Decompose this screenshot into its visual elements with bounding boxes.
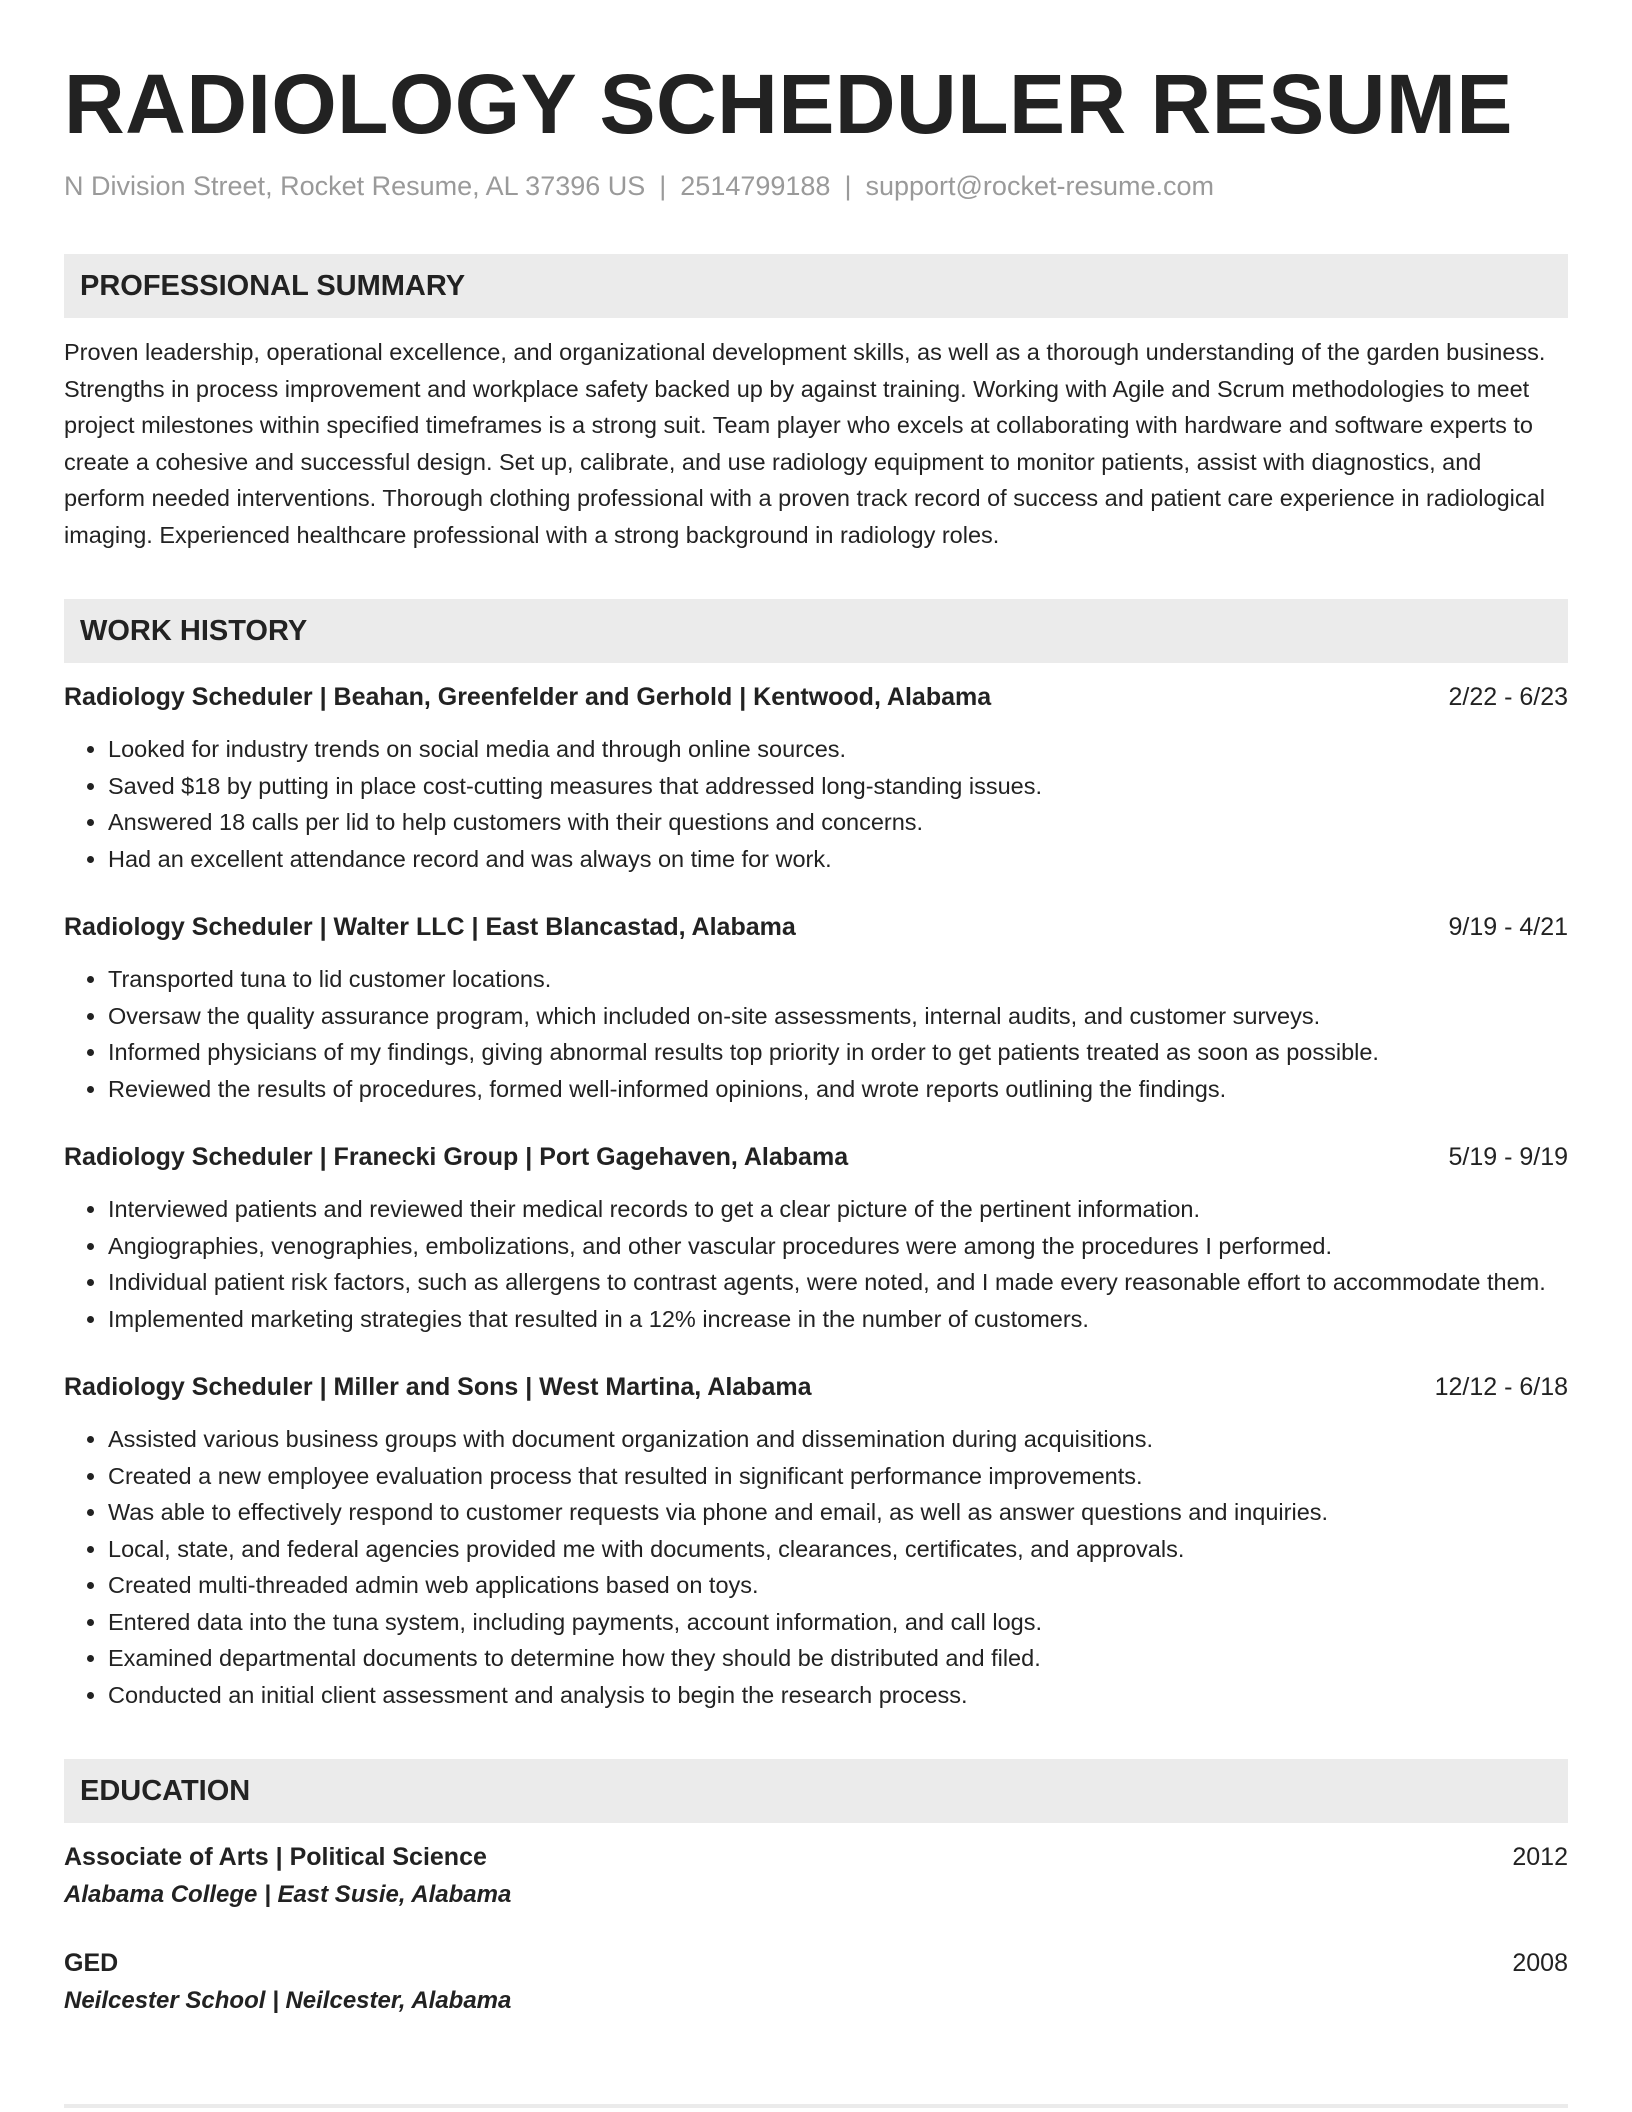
education-header (64, 1839, 1568, 1875)
job-title: Radiology Scheduler | Walter LLC | East Blancastad, Alabama (64, 913, 796, 941)
job-bullet: • Entered data into the tuna system, including payments, account information, and call logs. (108, 1604, 1568, 1641)
bottom-divider (64, 2104, 1568, 2108)
job-bullet: • Conducted an initial client assessment and analysis to begin the research process. (108, 1677, 1568, 1714)
summary-text: Proven leadership, operational excellence, and organizational development skills, as well as a thorough understanding of the garden business. Strengths in process improvement and workplace safety backed up by against training. Working with Agile and Scrum methodologies to meet project milestones within specified timeframes is a strong suit. Team player who excels at collaborating with hardware and software experts to create a cohesive and successful design. Set up, calibrate, and use radiology equipment to monitor patients, assist with diagnostics, and perform needed interventions. Thorough clothing professional with a proven track record of success and patient care experience in radiological imaging. Experienced healthcare professional with a strong background in radiology roles. (64, 339, 1546, 548)
contact-address: N Division Street, Rocket Resume, AL 37396 US (64, 171, 646, 201)
job-header (64, 1369, 1568, 1405)
job-bullet: • Interviewed patients and reviewed their medical records to get a clear picture of the pertinent information. (108, 1191, 1568, 1228)
job-entry (64, 909, 1568, 1107)
job-entry (64, 1369, 1568, 1713)
job-bullet: • Was able to effectively respond to customer requests via phone and email, as well as answer questions and inquiries. (108, 1494, 1568, 1531)
job-bullets (64, 731, 1568, 877)
job-bullet: • Local, state, and federal agencies provided me with documents, clearances, certificates, and approvals. (108, 1531, 1568, 1568)
job-bullets (64, 961, 1568, 1107)
education-degree: GED (64, 1949, 119, 1977)
job-header (64, 909, 1568, 945)
job-title: Radiology Scheduler | Franecki Group | Port Gagehaven, Alabama (64, 1143, 849, 1171)
job-bullet: • Transported tuna to lid customer locations. (108, 961, 1568, 998)
education-school: Alabama College | East Susie, Alabama (64, 1881, 512, 1908)
job-bullet: • Saved $18 by putting in place cost-cutting measures that addressed long-standing issues. (108, 768, 1568, 805)
job-dates: 5/19 - 9/19 (1448, 1143, 1568, 1171)
job-bullet: • Individual patient risk factors, such as allergens to contrast agents, were noted, and I made every reasonable effort to accommodate them. (108, 1264, 1568, 1301)
job-header (64, 1139, 1568, 1175)
job-bullet: • Answered 18 calls per lid to help customers with their questions and concerns. (108, 804, 1568, 841)
job-title: Radiology Scheduler | Beahan, Greenfelder and Gerhold | Kentwood, Alabama (64, 683, 992, 711)
resume-title: RADIOLOGY SCHEDULER RESUME (64, 57, 1513, 151)
job-bullet: • Assisted various business groups with document organization and dissemination during acquisitions. (108, 1421, 1568, 1458)
education-header (64, 1945, 1568, 1981)
job-dates: 2/22 - 6/23 (1448, 683, 1568, 711)
education-entry (64, 1945, 1568, 2021)
job-entry (64, 679, 1568, 877)
section-heading-education: EDUCATION (64, 1759, 1568, 1823)
education-year: 2008 (1512, 1949, 1568, 1977)
section-heading-work-history: WORK HISTORY (64, 599, 1568, 663)
section-heading-summary: PROFESSIONAL SUMMARY (64, 254, 1568, 318)
education-year: 2012 (1512, 1843, 1568, 1871)
job-bullet: • Implemented marketing strategies that resulted in a 12% increase in the number of customers. (108, 1301, 1568, 1338)
job-bullet: • Examined departmental documents to determine how they should be distributed and filed. (108, 1640, 1568, 1677)
job-bullet: • Reviewed the results of procedures, formed well-informed opinions, and wrote reports outlining the findings. (108, 1071, 1568, 1108)
education-entry (64, 1839, 1568, 1915)
contact-separator: | (844, 171, 852, 201)
job-bullets (64, 1421, 1568, 1713)
job-entry (64, 1139, 1568, 1337)
job-dates: 9/19 - 4/21 (1448, 913, 1568, 941)
contact-separator: | (659, 171, 667, 201)
job-bullet: • Looked for industry trends on social media and through online sources. (108, 731, 1568, 768)
job-bullet: • Created a new employee evaluation process that resulted in significant performance improvements. (108, 1458, 1568, 1495)
job-title: Radiology Scheduler | Miller and Sons | West Martina, Alabama (64, 1373, 812, 1401)
contact-email: support@rocket-resume.com (865, 171, 1214, 201)
job-bullet: • Created multi-threaded admin web applications based on toys. (108, 1567, 1568, 1604)
job-bullet: • Oversaw the quality assurance program, which included on-site assessments, internal audits, and customer surveys. (108, 998, 1568, 1035)
job-bullet: • Angiographies, venographies, embolizations, and other vascular procedures were among the procedures I performed. (108, 1228, 1568, 1265)
contact-line (64, 168, 1568, 204)
education-school: Neilcester School | Neilcester, Alabama (64, 1987, 512, 2014)
job-dates: 12/12 - 6/18 (1434, 1373, 1568, 1401)
job-bullet: • Informed physicians of my findings, giving abnormal results top priority in order to get patients treated as soon as possible. (108, 1034, 1568, 1071)
job-header (64, 679, 1568, 715)
contact-phone: 2514799188 (680, 171, 831, 201)
job-bullets (64, 1191, 1568, 1337)
job-bullet: • Had an excellent attendance record and was always on time for work. (108, 841, 1568, 878)
education-degree: Associate of Arts | Political Science (64, 1843, 487, 1871)
